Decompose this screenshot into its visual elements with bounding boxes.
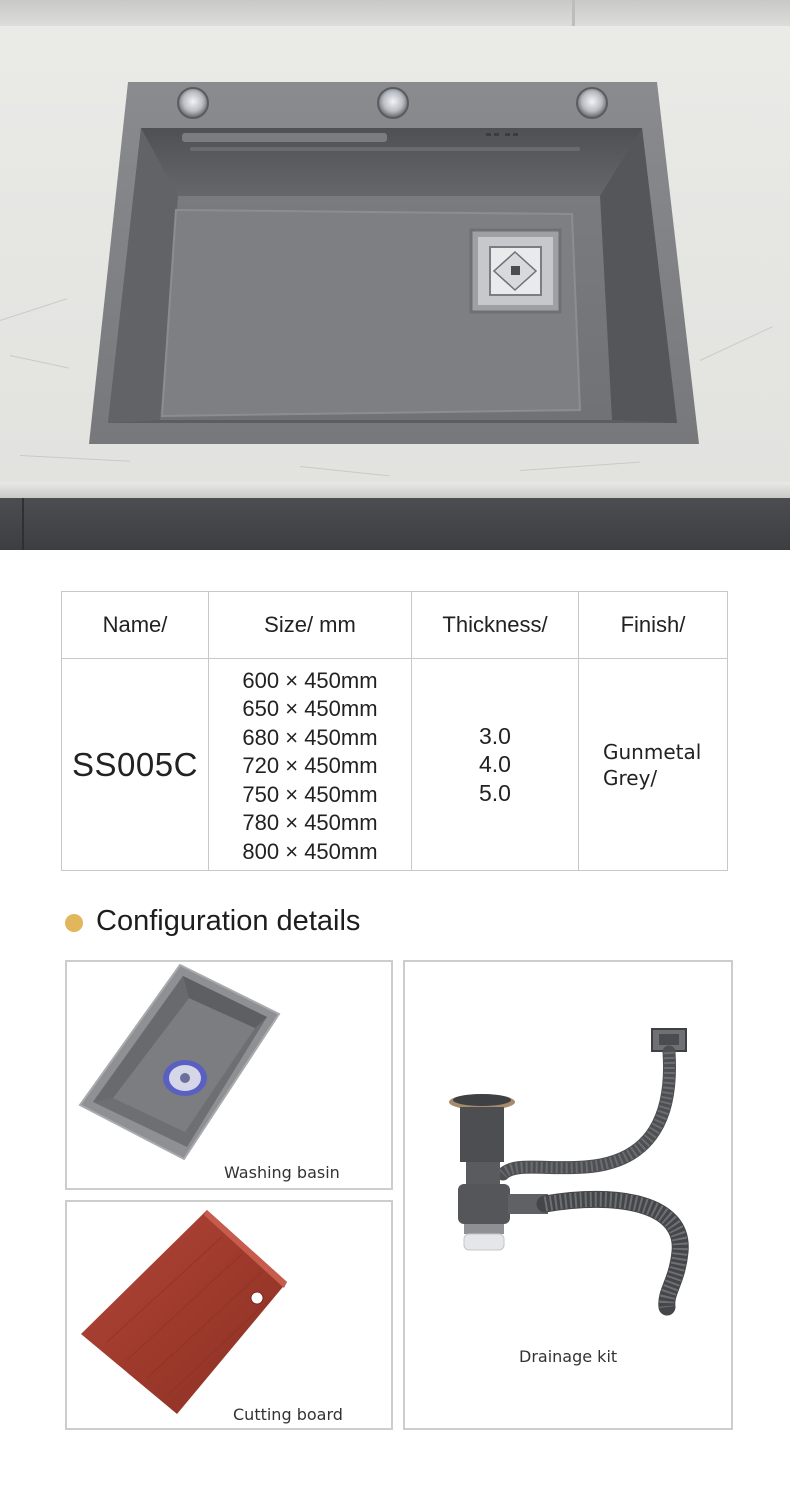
thickness-list (412, 659, 579, 871)
header-finish: Finish/ (579, 592, 728, 659)
product-name: SS005C (62, 659, 209, 871)
config-section-title: Configuration details (96, 905, 361, 937)
sink-illustration (0, 0, 790, 550)
header-thickness: Thickness/ (412, 592, 579, 659)
caption-cutting-board: Cutting board (233, 1405, 343, 1424)
size-option: 780 × 450mm (242, 810, 378, 836)
spec-table-row (62, 659, 728, 871)
header-size: Size/ mm (209, 592, 412, 659)
size-option: 750 × 450mm (242, 781, 378, 807)
config-item-drainage-kit (403, 960, 733, 1430)
size-option: 720 × 450mm (242, 753, 378, 779)
spec-table (61, 591, 728, 871)
accessory-rail-strip (190, 147, 580, 151)
spec-table-header-row (62, 592, 728, 659)
hero-sink-photo (0, 0, 790, 550)
size-option: 680 × 450mm (242, 724, 378, 750)
caption-washing-basin: Washing basin (224, 1163, 340, 1182)
finish-line: Gunmetal (603, 739, 702, 764)
size-list (209, 659, 412, 871)
size-option: 600 × 450mm (242, 667, 378, 693)
thickness-option: 3.0 (479, 722, 511, 749)
size-option: 800 × 450mm (242, 838, 378, 864)
washing-basin-image (67, 962, 393, 1190)
cutting-board-image (67, 1202, 393, 1430)
config-item-washing-basin (65, 960, 393, 1190)
accessory-rail (182, 133, 387, 142)
section-bullet (65, 914, 83, 932)
thickness-option: 5.0 (479, 779, 511, 806)
size-option: 650 × 450mm (242, 696, 378, 722)
finish-value (579, 659, 728, 871)
finish-line: Grey/ (603, 765, 658, 790)
config-item-cutting-board (65, 1200, 393, 1430)
caption-drainage-kit: Drainage kit (519, 1347, 618, 1366)
header-name: Name/ (62, 592, 209, 659)
thickness-option: 4.0 (479, 751, 511, 778)
drain-strainer (471, 230, 560, 312)
